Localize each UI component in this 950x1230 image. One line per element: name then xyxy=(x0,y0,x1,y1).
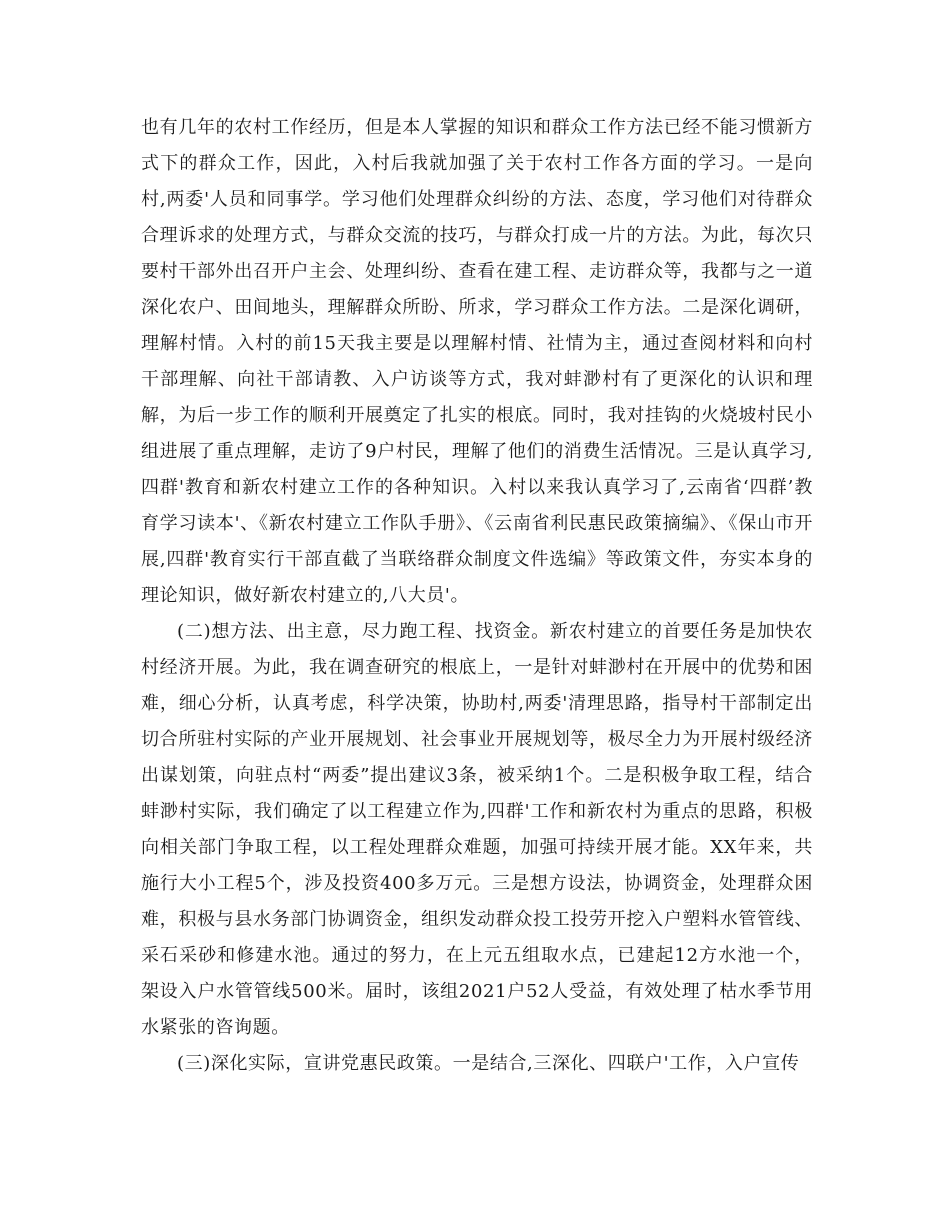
paragraph-continued: 也有几年的农村工作经历，但是本人掌握的知识和群众工作方法已经不能习惯新方式下的群众工作，因此，入村后我就加强了关于农村工作各方面的学习。一是向村,两委'人员和同事学。学习他们处理群众纠纷的方法、态度，学习他们对待群众合理诉求的处理方式，与群众交流的技巧，与群众打成一片的方法。为此，每次只要村干部外出召开户主会、处理纠纷、查看在建工程、走访群众等，我都与之一道深化农户、田间地头，理解群众所盼、所求，学习群众工作方法。二是深化调研，理解村情。入村的前15天我主要是以理解村情、社情为主，通过查阅材料和向村干部理解、向社干部请教、入户访谈等方式，我对蚌渺村有了更深化的认识和理解，为后一步工作的顺利开展奠定了扎实的根底。同时，我对挂钩的火烧坡村民小组进展了重点理解，走访了9户村民，理解了他们的消费生活情况。三是认真学习,四群'教育和新农村建立工作的各种知识。入村以来我认真学习了,云南省‘四群’教育学习读本'、《新农村建立工作队手册》、《云南省利民惠民政策摘编》、《保山市开展,四群'教育实行干部直截了当联络群众制度文件选编》等政策文件，夯实本身的理论知识，做好新农村建立的,八大员'。 xyxy=(141,117,813,606)
body-text xyxy=(141,110,813,1082)
paragraph-section-three: (三)深化实际，宣讲党惠民政策。一是结合,三深化、四联户'工作，入户宣传 xyxy=(177,1053,800,1074)
paragraph-section-two: (二)想方法、出主意，尽力跑工程、找资金。新农村建立的首要任务是加快农村经济开展。为此，我在调查研究的根底上，一是针对蚌渺村在开展中的优势和困难，细心分析，认真考虑，科学决策，协助村,两委'清理思路，指导村干部制定出切合所驻村实际的产业开展规划、社会事业开展规划等，极尽全力为开展村级经济出谋划策，向驻点村“两委”提出建议3条，被采纳1个。二是积极争取工程，结合蚌渺村实际，我们确定了以工程建立作为,四群'工作和新农村为重点的思路，积极向相关部门争取工程，以工程处理群众难题，加强可持续开展才能。XX年来，共施行大小工程5个，涉及投资400多万元。三是想方设法，协调资金，处理群众困难，积极与县水务部门协调资金，组织发动群众投工投劳开挖入户塑料水管管线、采石采砂和修建水池。通过的努力，在上元五组取水点，已建起12方水池一个，架设入户水管管线500米。届时，该组2021户52人受益，有效处理了枯水季节用水紧张的咨询题。 xyxy=(141,621,813,1038)
